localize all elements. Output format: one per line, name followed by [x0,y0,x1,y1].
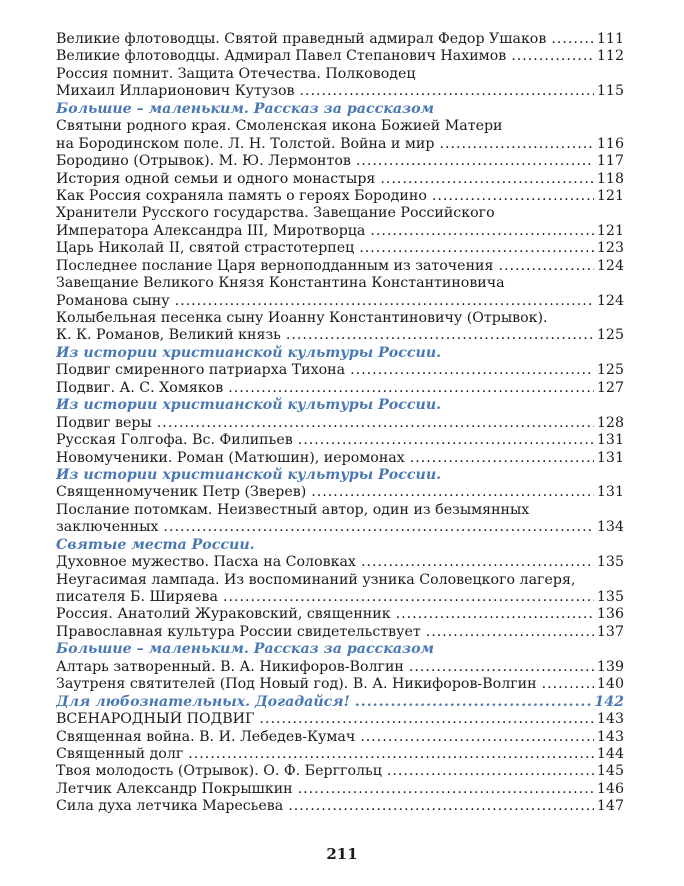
toc-section-heading [56,467,624,484]
toc-entry-title: Россия помнит. Защита Отечества. Полководец [56,65,416,82]
toc-page-number: 146 [596,780,624,797]
toc-entry [56,380,624,397]
toc-entry-title: Твоя молодость (Отрывок). О. Ф. Берггольц [56,763,382,780]
toc-page-number: 144 [596,745,624,762]
toc-entry [56,362,624,379]
toc-entry-title: Заутреня святителей (Под Новый год). В. А. Никифоров-Волгин [56,676,537,693]
toc-page-number: 135 [596,589,624,605]
toc-page-number: 124 [596,257,624,274]
toc-entry [56,554,624,571]
toc-entry [56,223,624,240]
toc-entry-title: История одной семьи и одного монастыря [56,170,376,187]
toc-entry-title: Духовное мужество. Пасха на Соловках [56,554,356,571]
toc-entry [56,48,624,65]
dot-leader [350,362,594,379]
table-of-contents [56,31,624,816]
dot-leader [410,450,594,467]
toc-section-heading [56,101,624,118]
toc-entry-title: Хранители Русского государства. Завещание Российского [56,205,495,222]
toc-page-number: 131 [596,484,624,501]
toc-section-heading [56,694,624,711]
dot-leader [511,48,594,65]
toc-entry-title: Алтарь затворенный. В. А. Никифоров-Волгин [56,658,404,675]
page-number: 211 [326,845,358,863]
toc-page-number: 131 [596,432,624,449]
dot-leader [439,136,593,153]
toc-entry-title: ВСЕНАРОДНЫЙ ПОДВИГ [56,711,255,728]
toc-page-number: 111 [596,31,624,47]
dot-leader [396,606,594,623]
dot-leader [286,327,594,344]
toc-entry-title: Бородино (Отрывок). М. Ю. Лермонтов [56,153,351,170]
toc-entry [56,676,624,693]
toc-entry [56,310,624,327]
toc-section-title: Из истории христианской культуры России. [56,344,442,361]
dot-leader [542,676,594,693]
toc-entry-title: писателя Б. Ширяева [56,589,218,605]
toc-entry [56,659,624,676]
toc-page-number: 123 [596,240,624,257]
dot-leader [356,153,594,170]
toc-page-number: 121 [596,187,624,204]
toc-page-number: 134 [596,519,624,536]
dot-leader [380,171,594,188]
toc-entry [56,729,624,746]
toc-section-heading [56,345,624,362]
toc-section-heading [56,537,624,554]
toc-entry [56,205,624,222]
toc-section-title: Большие – маленьким. Рассказ за рассказом [56,641,435,658]
toc-page-number: 140 [596,676,624,693]
toc-page-number: 125 [596,327,624,344]
dot-leader [188,746,594,763]
toc-entry-title: Неугасимая лампада. Из воспоминаний узника Соловецкого лагеря, [56,571,576,588]
dot-leader [387,763,594,780]
toc-entry-title: Романова сыну [56,292,170,309]
toc-entry [56,798,624,815]
toc-entry [56,415,624,432]
dot-leader [259,711,593,728]
toc-entry-title: Новомученики. Роман (Матюшин), иеромонах [56,449,405,466]
toc-page-number: 121 [596,222,624,239]
toc-entry [56,275,624,292]
dot-leader [360,729,594,746]
toc-page-number: 136 [596,606,624,623]
toc-page-number: 115 [596,83,624,100]
toc-entry [56,153,624,170]
toc-entry [56,746,624,763]
toc-entry [56,31,624,48]
toc-entry-title: Сила духа летчика Маресьева [56,798,284,815]
toc-entry-title: Священный долг [56,745,184,762]
toc-entry [56,502,624,519]
toc-entry-title: К. К. Романов, Великий князь [56,327,281,344]
toc-entry [56,171,624,188]
toc-entry [56,519,624,536]
toc-entry [56,589,624,606]
toc-entry-title: Для любознательных. Догадайся! [56,693,350,710]
toc-entry-title: Послание потомкам. Неизвестный автор, один из безымянных [56,501,530,518]
dot-leader [426,624,594,641]
toc-entry-title: Великие флотоводцы. Адмирал Павел Степанович Нахимов [56,48,507,65]
toc-entry-title: Михаил Илларионович Кутузов [56,83,295,100]
toc-page-number: 112 [596,48,624,65]
toc-entry [56,188,624,205]
dot-leader [361,554,594,571]
toc-page-number: 137 [596,623,624,640]
dot-leader [551,31,594,48]
toc-page-number: 139 [596,658,624,675]
toc-page-number: 118 [596,170,624,187]
dot-leader [175,293,594,310]
dot-leader [299,83,593,100]
toc-page-number: 143 [596,728,624,745]
toc-entry [56,763,624,780]
toc-entry-title: заключенных [56,519,159,536]
toc-entry [56,240,624,257]
toc-page-number: 116 [596,135,624,152]
dot-leader [311,484,594,501]
toc-section-heading [56,397,624,414]
toc-entry-title: Священномученик Петр (Зверев) [56,484,307,501]
toc-entry-title: Императора Александра III, Миротворца [56,222,366,239]
toc-page-number: 124 [596,292,624,309]
toc-entry [56,572,624,589]
toc-page-number: 127 [596,379,624,396]
toc-entry [56,258,624,275]
toc-entry [56,781,624,798]
toc-entry-title: Подвиг. А. С. Хомяков [56,379,224,396]
toc-page-number: 117 [596,153,624,170]
toc-entry [56,432,624,449]
toc-entry-title: Подвиг веры [56,414,152,431]
dot-leader [163,519,593,536]
toc-entry [56,83,624,100]
toc-page-number: 131 [596,449,624,466]
dot-leader [359,240,594,257]
dot-leader [298,432,594,449]
toc-entry-title: Великие флотоводцы. Святой праведный адмирал Федор Ушаков [56,31,547,47]
toc-page-number: 125 [596,362,624,379]
dot-leader [288,798,594,815]
toc-entry-title: Летчик Александр Покрышкин [56,780,293,797]
toc-entry-title: Царь Николай II, святой страстотерпец [56,240,355,257]
dot-leader [228,380,594,397]
toc-entry-title: Как Россия сохраняла память о героях Бородино [56,187,427,204]
toc-entry [56,711,624,728]
dot-leader [298,781,594,798]
dot-leader [409,659,594,676]
toc-page-number: 143 [596,711,624,728]
toc-entry-title: Колыбельная песенка сыну Иоанну Константиновичу (Отрывок). [56,310,548,326]
toc-page-number: 142 [594,693,624,710]
toc-page-number: 135 [596,554,624,571]
toc-section-title: Большие – маленьким. Рассказ за рассказом [56,100,435,117]
dot-leader [223,589,594,606]
dot-leader [355,694,592,711]
toc-entry [56,450,624,467]
dot-leader [157,415,594,432]
toc-section-title: Из истории христианской культуры России. [56,466,442,483]
toc-page-number: 147 [596,798,624,815]
toc-entry-title: Завещание Великого Князя Константина Константиновича [56,275,505,292]
toc-entry [56,606,624,623]
dot-leader [432,188,594,205]
toc-entry [56,484,624,501]
toc-entry [56,624,624,641]
toc-entry [56,136,624,153]
toc-entry-title: Россия. Анатолий Жураковский, священник [56,606,391,623]
toc-entry [56,118,624,135]
toc-entry-title: на Бородинском поле. Л. Н. Толстой. Война и мир [56,135,435,152]
toc-page-number: 128 [596,414,624,431]
toc-section-title: Святые места России. [56,536,255,553]
toc-entry-title: Подвиг смиренного патриарха Тихона [56,362,346,379]
toc-entry [56,327,624,344]
toc-section-title: Из истории христианской культуры России. [56,397,442,414]
toc-entry-title: Священная война. В. И. Лебедев-Кумач [56,728,356,745]
toc-entry-title: Последнее послание Царя верноподданным из заточения [56,257,494,274]
toc-entry-title: Русская Голгофа. Вс. Филипьев [56,432,293,449]
toc-entry-title: Православная культура России свидетельствует [56,623,421,640]
toc-entry-title: Святыни родного края. Смоленская икона Божией Матери [56,118,503,135]
dot-leader [498,258,593,275]
toc-page-number: 145 [596,763,624,780]
toc-section-heading [56,641,624,658]
toc-entry [56,66,624,83]
dot-leader [370,223,594,240]
toc-entry [56,293,624,310]
